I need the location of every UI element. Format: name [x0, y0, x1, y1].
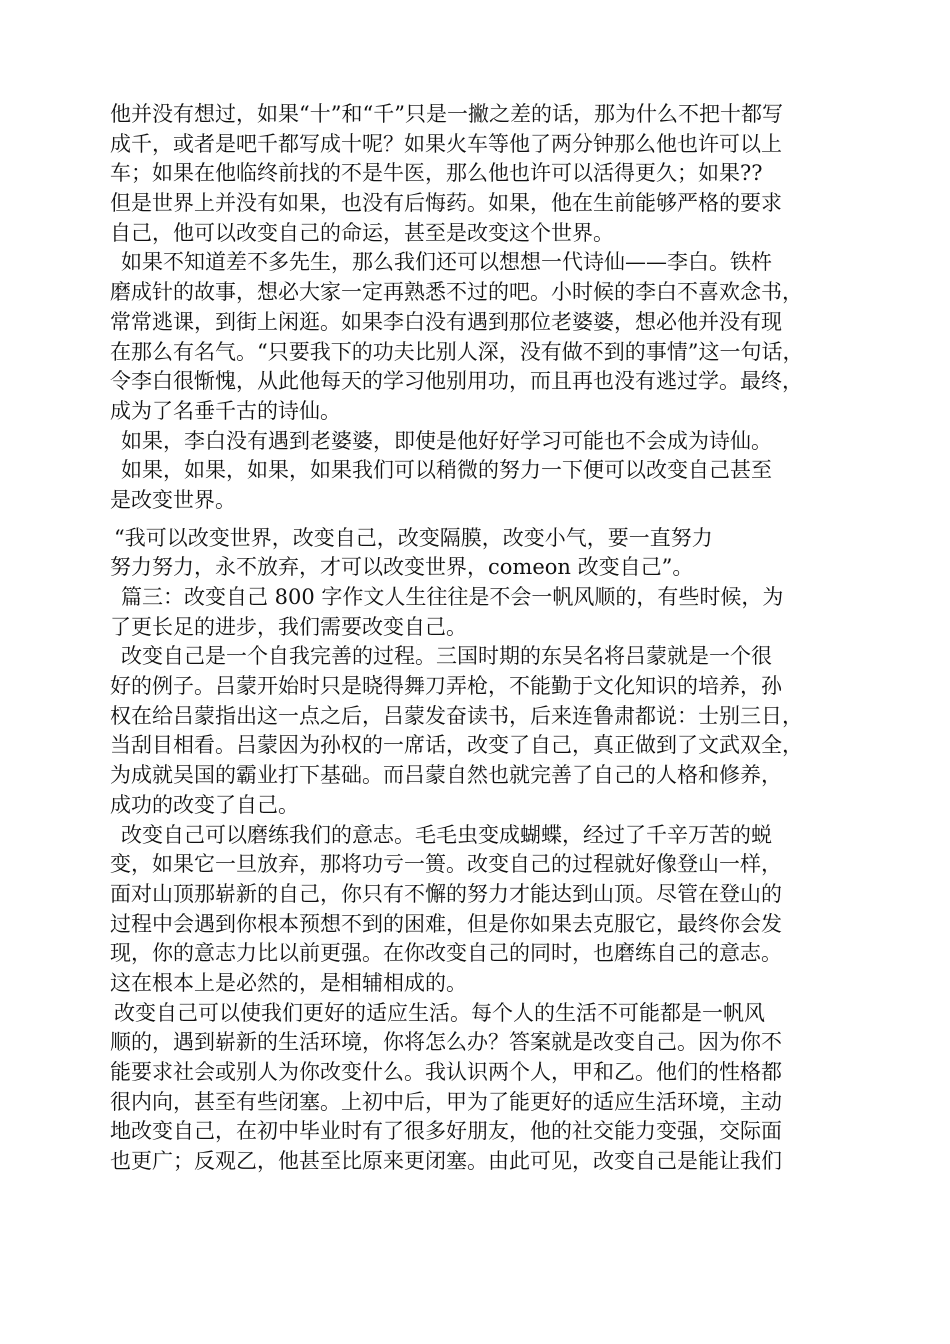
text-line: 过程中会遇到你根本预想不到的困难，但是你如果去克服它，最终你会发 — [110, 911, 782, 936]
text-line: 也更广；反观乙，他甚至比原来更闭塞。由此可见，改变自己是能让我们 — [110, 1149, 782, 1174]
text-line: 令李白很惭愧，从此他每天的学习他别用功，而且再也没有逃过学。最终， — [110, 369, 803, 394]
text-line: 面对山顶那崭新的自己，你只有不懈的努力才能达到山顶。尽管在登山的 — [110, 881, 782, 906]
text-line: 常常逃课，到街上闲逛。如果李白没有遇到那位老婆婆，想必他并没有现 — [110, 309, 782, 334]
text-line: 在那么有名气。“只要我下的功夫比别人深，没有做不到的事情”这一句话， — [110, 339, 804, 364]
text-line: 权在给吕蒙指出这一点之后，吕蒙发奋读书，后来连鲁肃都说：士别三日， — [110, 703, 803, 728]
text-line: 改变自己可以磨练我们的意志。毛毛虫变成蝴蝶，经过了千辛万苦的蜕 — [121, 822, 772, 847]
text-line: 为成就吴国的霸业打下基础。而吕蒙自然也就完善了自己的人格和修养， — [110, 763, 782, 788]
text-line: 努力努力，永不放弃，才可以改变世界，comeon 改变自己”。 — [110, 555, 694, 580]
text-line: 很内向，甚至有些闭塞。上初中后，甲为了能更好的适应生活环境，主动 — [110, 1089, 782, 1114]
text-line: 了更长足的进步，我们需要改变自己。 — [110, 614, 467, 639]
text-line: 顺的，遇到崭新的生活环境，你将怎么办？答案就是改变自己。因为你不 — [110, 1030, 782, 1055]
text-line: 如果不知道差不多先生，那么我们还可以想想一代诗仙——李白。铁杵 — [121, 250, 772, 275]
text-line: 这在根本上是必然的，是相辅相成的。 — [110, 970, 467, 995]
text-line: “我可以改变世界，改变自己，改变隔膜，改变小气，要一直努力 — [114, 525, 713, 550]
text-line: 当刮目相看。吕蒙因为孙权的一席话，改变了自己，真正做到了文武双全， — [110, 733, 803, 758]
text-line: 篇三：改变自己 800 字作文人生往往是不会一帆风顺的，有些时候，为 — [121, 585, 784, 609]
text-line: 改变自己是一个自我完善的过程。三国时期的东吴名将吕蒙就是一个很 — [121, 644, 772, 669]
text-line: 改变自己可以使我们更好的适应生活。每个人的生活不可能都是一帆风 — [114, 1000, 765, 1025]
essay-text — [110, 100, 870, 1177]
text-line: 如果，李白没有遇到老婆婆，即使是他好好学习可能也不会成为诗仙。 — [121, 428, 772, 453]
text-line: 能要求社会或别人为你改变什么。我认识两个人，甲和乙。他们的性格都 — [110, 1060, 782, 1084]
text-line: 自己，他可以改变自己的命运，甚至是改变这个世界。 — [110, 220, 614, 245]
text-line: 好的例子。吕蒙开始时只是晓得舞刀弄枪，不能勤于文化知识的培养，孙 — [110, 674, 782, 699]
text-line: 成为了名垂千古的诗仙。 — [110, 398, 341, 423]
text-line: 如果，如果，如果，如果我们可以稍微的努力一下便可以改变自己甚至 — [121, 458, 772, 483]
text-line: 成千，或者是吧千都写成十呢？如果火车等他了两分钟那么他也许可以上 — [110, 131, 782, 156]
text-line: 磨成针的故事，想必大家一定再熟悉不过的吧。小时候的李白不喜欢念书， — [110, 280, 803, 305]
text-line: 但是世界上并没有如果，也没有后悔药。如果，他在生前能够严格的要求 — [110, 191, 782, 216]
text-line: 车；如果在他临终前找的不是牛医，那么他也许可以活得更久；如果?? — [110, 161, 763, 186]
text-line: 是改变世界。 — [110, 487, 236, 512]
text-line: 变，如果它一旦放弃，那将功亏一篑。改变自己的过程就好像登山一样， — [110, 852, 782, 877]
text-line: 地改变自己，在初中毕业时有了很多好朋友，他的社交能力变强，交际面 — [110, 1119, 782, 1144]
text-line: 他并没有想过，如果“十”和“千”只是一撇之差的话，那为什么不把十都写 — [110, 102, 783, 126]
text-line: 成功的改变了自己。 — [110, 792, 299, 817]
text-line: 现，你的意志力比以前更强。在你改变自己的同时，也磨练自己的意志。 — [110, 941, 782, 966]
